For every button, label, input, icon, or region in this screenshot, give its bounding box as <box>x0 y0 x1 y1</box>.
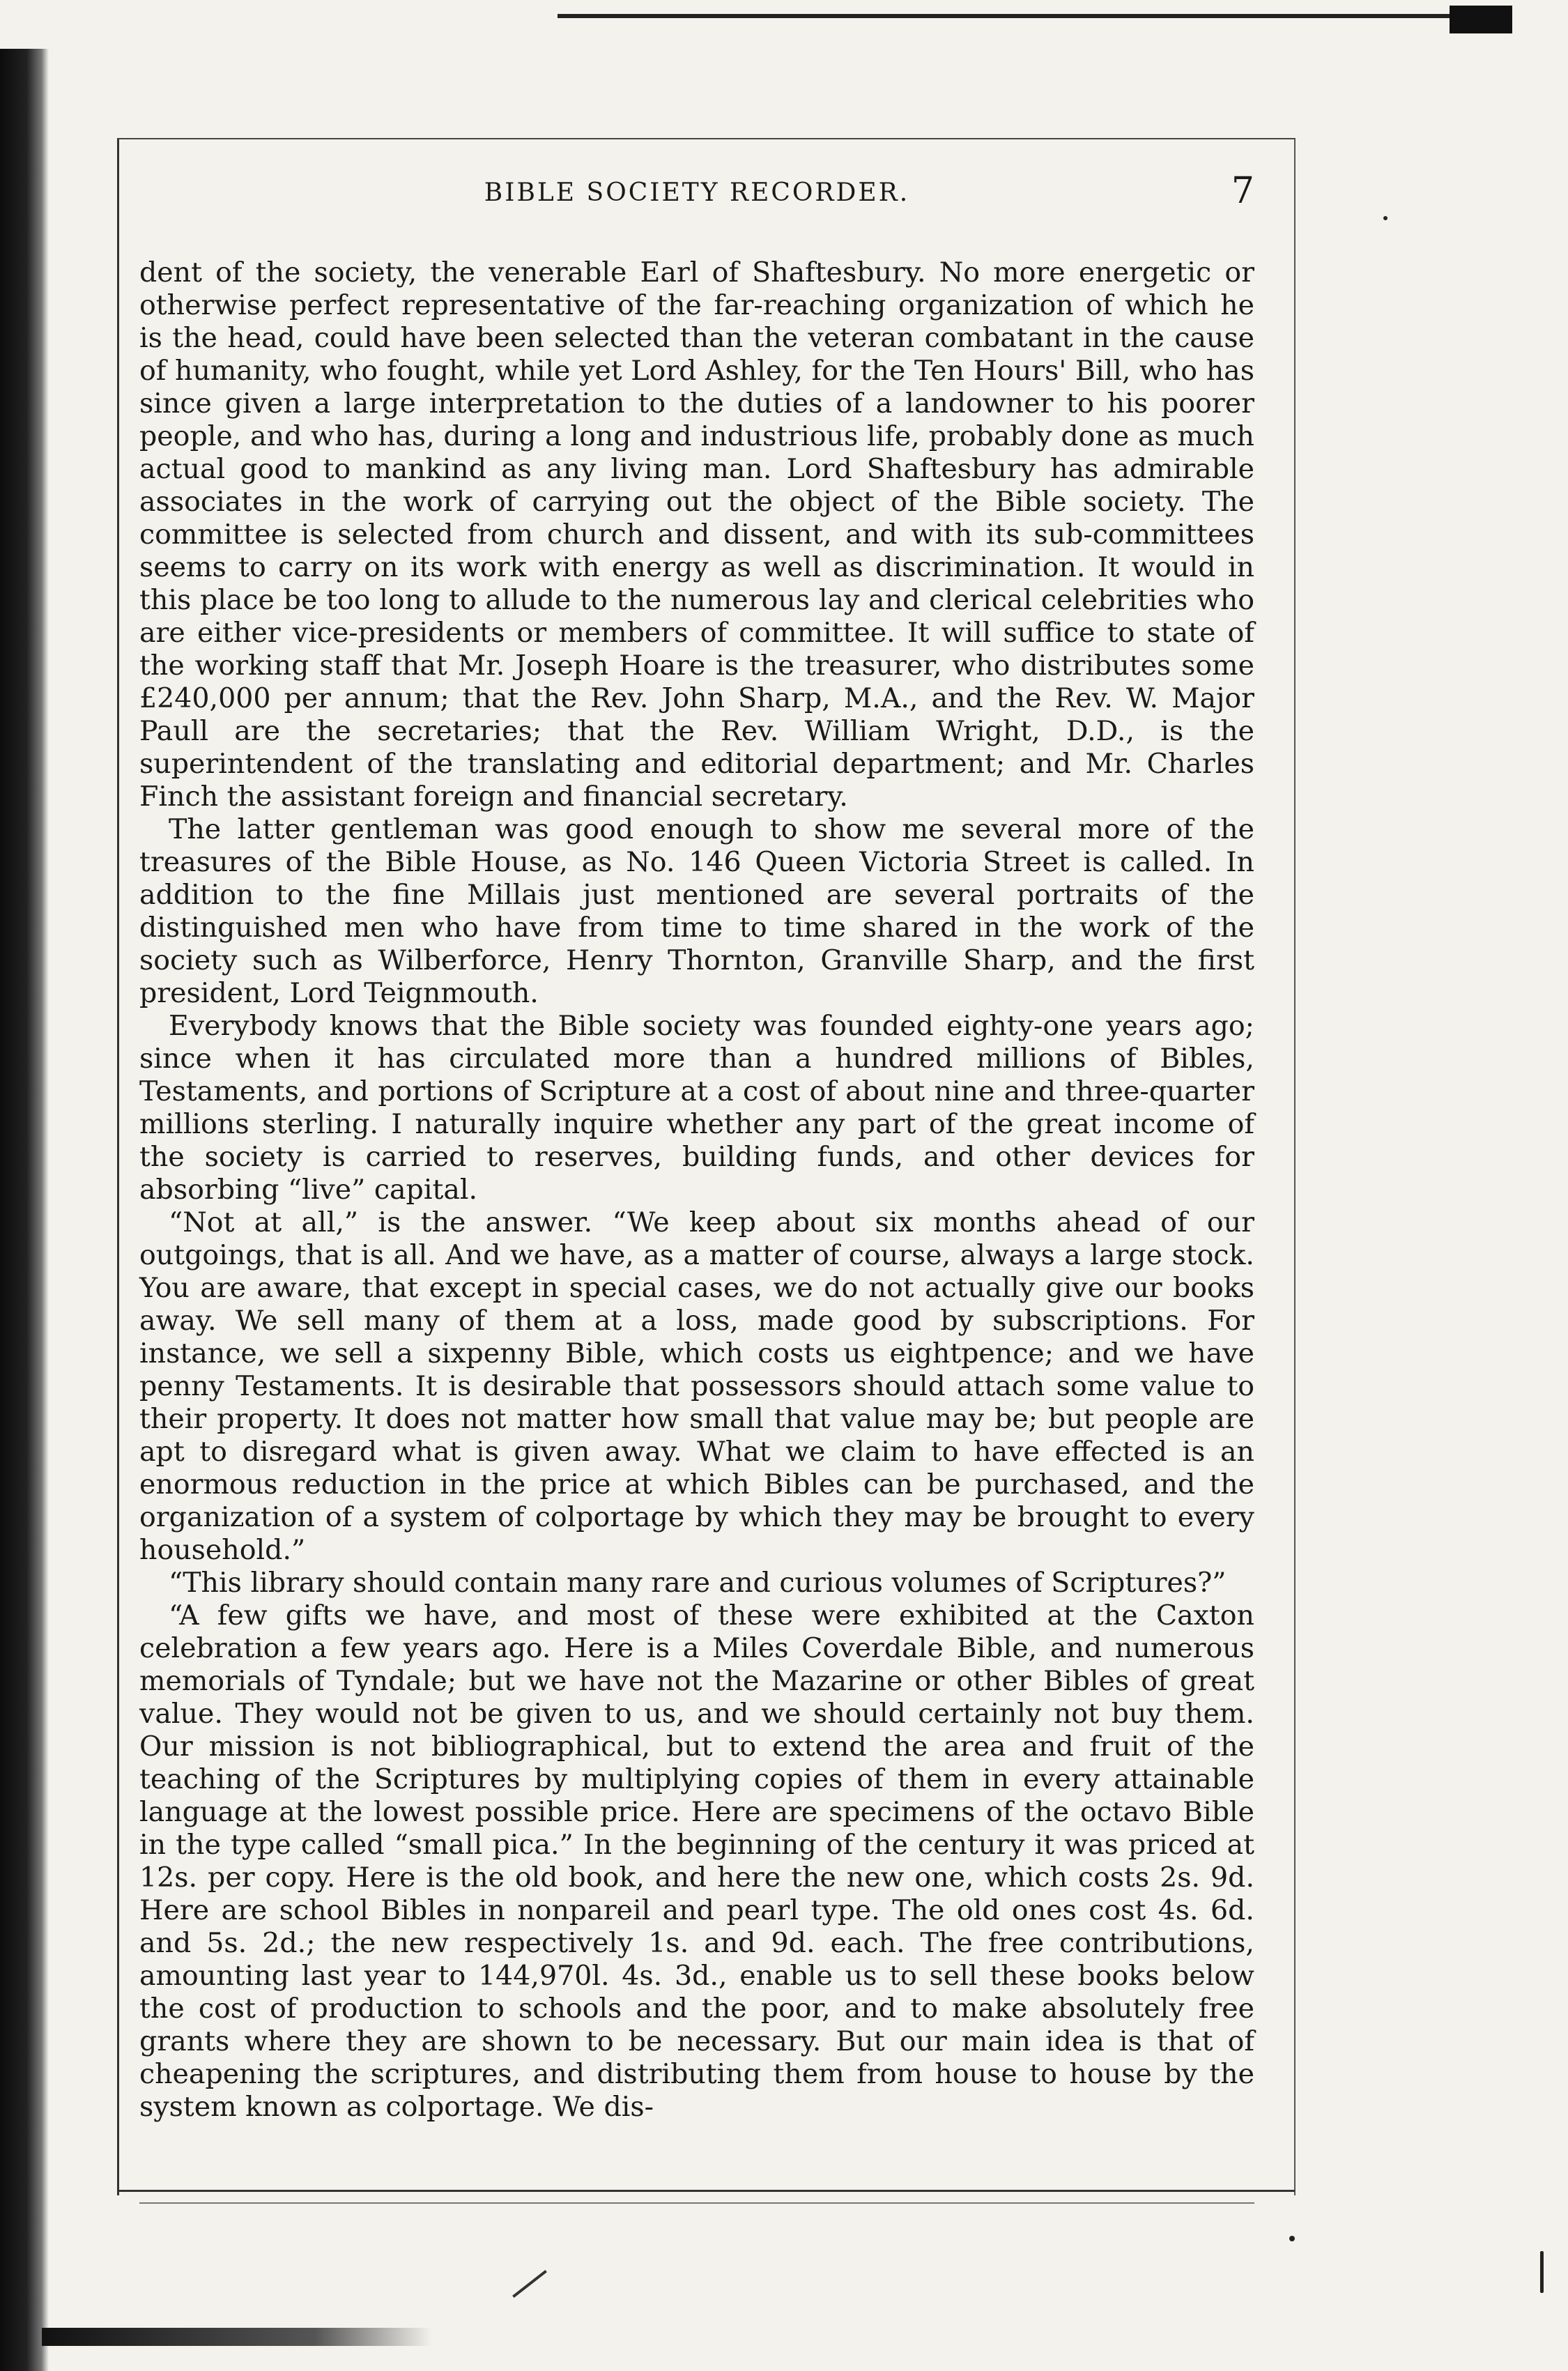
speck-mark <box>1289 2236 1295 2241</box>
scratch-mark <box>512 2270 547 2298</box>
top-rule <box>558 14 1477 18</box>
article-body <box>139 256 1254 2124</box>
top-rule-end <box>1450 6 1512 33</box>
paragraph: Everybody knows that the Bible society was founded eighty-one years ago; since when it has circulated more than a hundred millions of Bibles, Testaments, and portions of Scripture at a cost of about nine and three-quarter millions sterling. I naturally inquire whether any part of the great income of the society is carried to reserves, building funds, and other devices for absorbing “live” capital. <box>139 1010 1254 1206</box>
paragraph: dent of the society, the venerable Earl of Shaftesbury. No more energetic or otherwise perfect representative of the far-reaching organization of which he is the head, could have been selected than the veteran combatant in the cause of humanity, who fought, while yet Lord Ashley, for the Ten Hours' Bill, who has since given a large interpretation to the duties of a landowner to his poorer people, and who has, during a long and industrious life, probably done as much actual good to mankind as any living man. Lord Shaftesbury has admirable associates in the work of carrying out the object of the Bible society. The committee is selected from church and dissent, and with its sub-committees seems to carry on its work with energy as well as discrimination. It would in this place be too long to allude to the numerous lay and clerical celebrities who are either vice-presidents or members of committee. It will suffice to state of the working staff that Mr. Joseph Hoare is the treasurer, who distributes some £240,000 per annum; that the Rev. John Sharp, M.A., and the Rev. W. Major Paull are the secretaries; that the Rev. William Wright, D.D., is the superintendent of the translating and editorial department; and Mr. Charles Finch the assistant foreign and financial secretary. <box>139 256 1254 813</box>
running-title: BIBLE SOCIETY RECORDER. <box>484 178 910 207</box>
paragraph: “Not at all,” is the answer. “We keep about six months ahead of our outgoings, that is all. And we have, as a matter of course, always a large stock. You are aware, that except in special cases, we do not actually give our books away. We sell many of them at a loss, made good by subscriptions. For instance, we sell a sixpenny Bible, which costs us eightpence; and we have penny Testaments. It is desirable that possessors should attach some value to their property. It does not matter how small that value may be; but people are apt to disregard what is given away. What we claim to have effected is an enormous reduction in the price at which Bibles can be purchased, and the organization of a system of colportage by which they may be brought to every household.” <box>139 1206 1254 1566</box>
paragraph: “This library should contain many rare and curious volumes of Scriptures?” <box>169 1567 1227 1599</box>
bottom-smudge <box>42 2328 432 2346</box>
speck-mark <box>1383 216 1388 220</box>
paragraph: “A few gifts we have, and most of these were exhibited at the Caxton celebration a few years ago. Here is a Miles Coverdale Bible, and numerous memorials of Tyndale; but we have not the Mazarine or other Bibles of great value. They would not be given to us, and we should certainly not buy them. Our mission is not bibliographical, but to extend the area and fruit of the teaching of the Scriptures by multiplying copies of them in every attainable language at the lowest possible price. Here are specimens of the octavo Bible in the type called “small pica.” In the beginning of the century it was priced at 12s. per copy. Here is the old book, and here the new one, which costs 2s. 9d. Here are school Bibles in nonpareil and pearl type. The old ones cost 4s. 6d. and 5s. 2d.; the new respectively 1s. and 9d. each. The free contributions, amounting last year to 144,970l. 4s. 3d., enable us to sell these books below the cost of production to schools and the poor, and to make absolutely free grants where they are shown to be necessary. But our main idea is that of cheapening the scriptures, and distributing them from house to house by the system known as colportage. We dis- <box>139 1599 1254 2123</box>
binding-spine <box>0 49 49 2371</box>
page-number: 7 <box>1231 170 1254 212</box>
page-header <box>139 170 1254 229</box>
frame-bottom-rule <box>117 2190 1295 2192</box>
edge-mark <box>1540 2251 1544 2293</box>
frame-bottom-rule-secondary <box>139 2202 1254 2204</box>
paragraph: The latter gentleman was good enough to show me several more of the treasures of the Bible House, as No. 146 Queen Victoria Street is called. In addition to the fine Millais just mentioned are several portraits of the distinguished men who have from time to time shared in the work of the society such as Wilberforce, Henry Thornton, Granville Sharp, and the first president, Lord Teignmouth. <box>139 813 1254 1009</box>
